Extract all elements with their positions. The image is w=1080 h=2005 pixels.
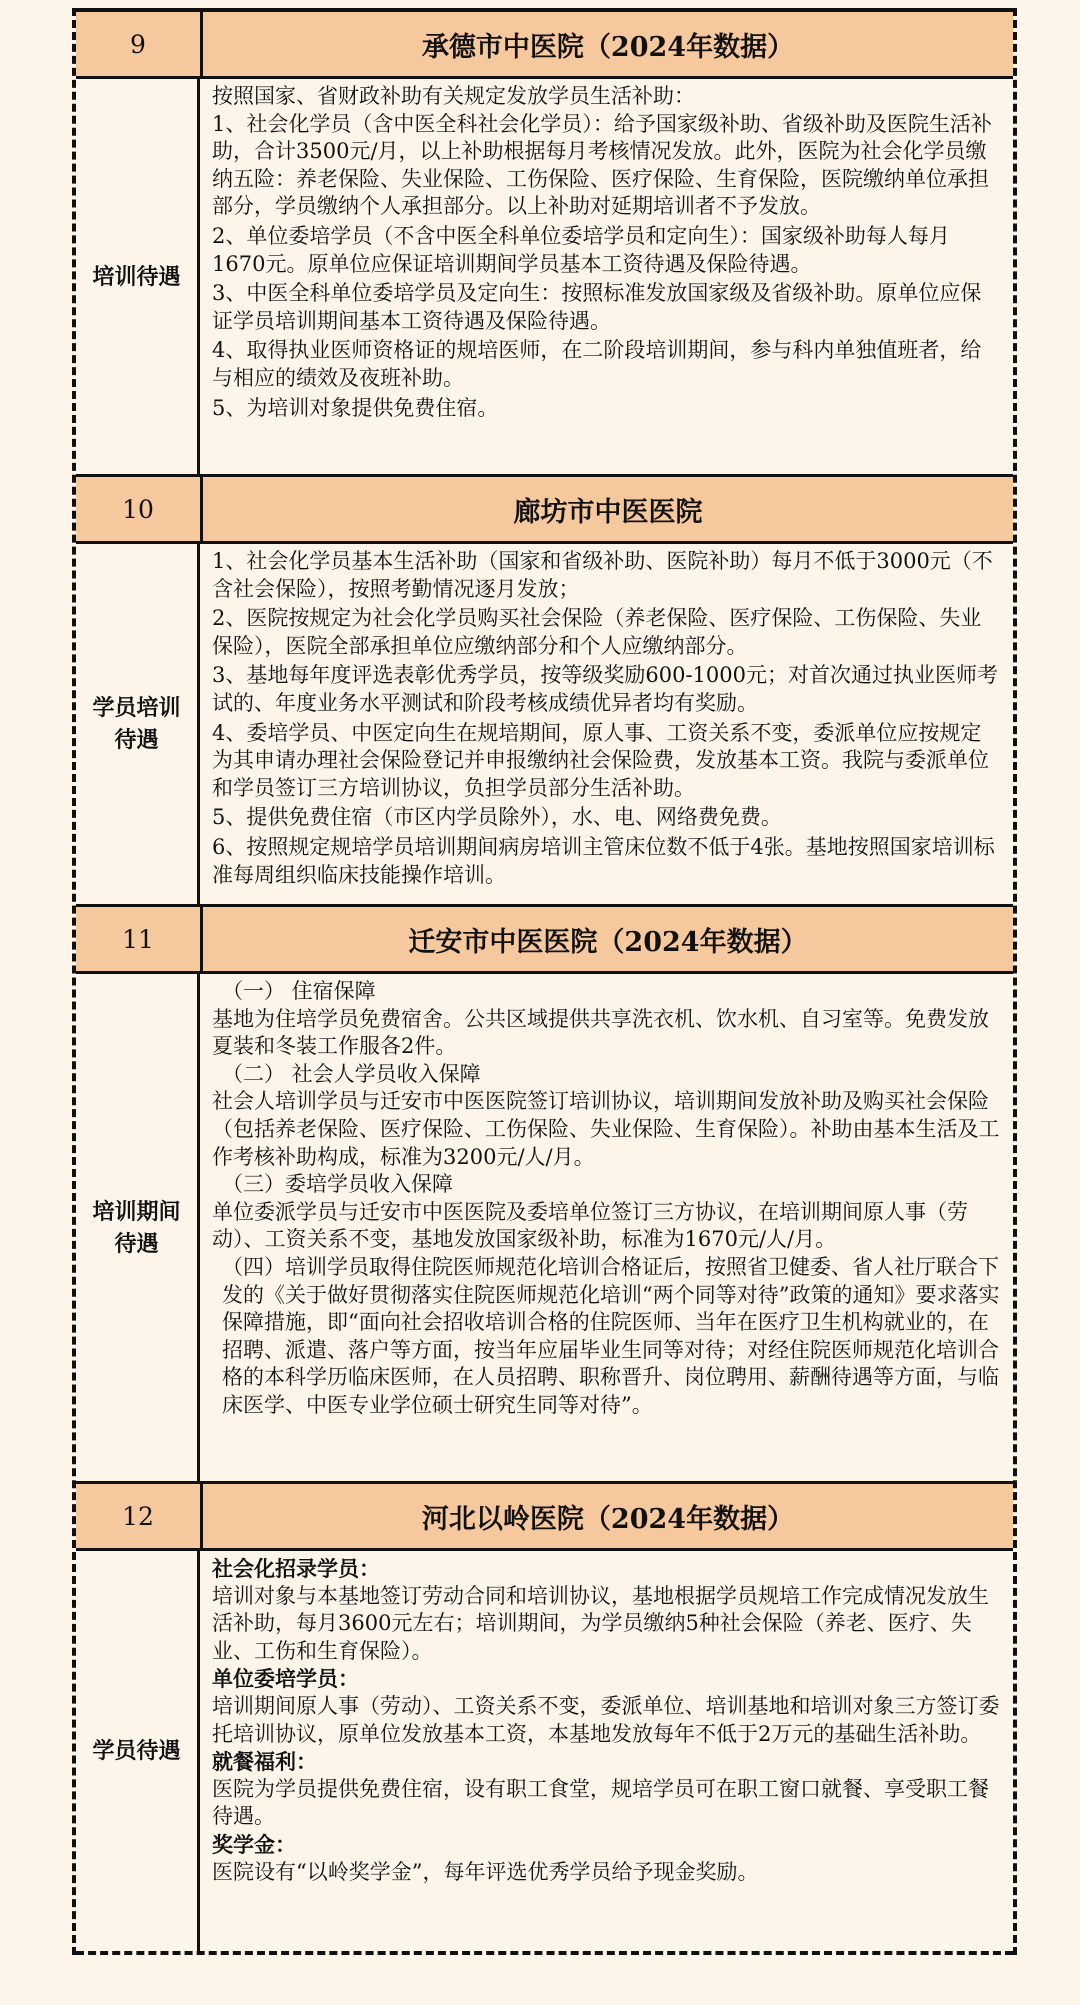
row-label: 学员待遇 [76, 1551, 200, 1951]
content-line: 医院设有“以岭奖学金”，每年评选优秀学员给予现金奖励。 [212, 1859, 759, 1884]
content-line: （一） 住宿保障 [222, 979, 376, 1003]
section-body [76, 544, 1013, 907]
section-content [200, 974, 1013, 1481]
content-line: 基地为住培学员免费宿舍。公共区域提供共享洗衣机、饮水机、自习室等。免费发放夏装和冬装工作服各2件。 [212, 1006, 989, 1059]
content-line: 按照国家、省财政补助有关规定发放学员生活补助： [212, 84, 695, 108]
subheading: 社会化招录学员： [212, 1556, 380, 1581]
section-number: 11 [76, 907, 203, 971]
section-content [200, 79, 1013, 474]
content-line: 6、按照规定规培学员培训期间病房培训主管床位数不低于4张。基地按照国家培训标准每周组织临床技能操作培训。 [212, 834, 995, 887]
subheading: 单位委培学员： [212, 1666, 359, 1692]
section-number: 10 [76, 477, 203, 541]
content-line: （四）培训学员取得住院医师规范化培训合格证后，按照省卫健委、省人社厅联合下发的《关于做好贯彻落实住院医师规范化培训“两个同等对待”政策的通知》要求落实保障措施，即“面向社会招收培训合格的住院医师、当年在医疗卫生机构就业的，在招聘、派遣、落户等方面，按当年应届毕业生同等对待；对经住院医师规范化培训合格的本科学历临床医师，在人员招聘、职称晋升、岗位聘用、薪酬待遇等方面，与临床医学、中医专业学位硕士研究生同等对待”。 [222, 1254, 1000, 1417]
row-label: 学员培训待遇 [76, 544, 200, 904]
section-body [76, 79, 1013, 477]
content-line: 1、社会化学员基本生活补助（国家和省级补助、医院补助）每月不低于3000元（不含社会保险），按照考勤情况逐月发放； [212, 549, 993, 601]
subheading: 就餐福利： [212, 1749, 317, 1775]
section-number: 12 [76, 1484, 203, 1548]
content-line: 5、为培训对象提供免费住宿。 [212, 395, 499, 420]
content-line: 4、委培学员、中医定向生在规培期间，原人事、工资关系不变，委派单位应按规定为其申请办理社会保险登记并申报缴纳社会保险费，发放基本工资。我院与委派单位和学员签订三方培训协议，负担学员部分生活补助。 [212, 720, 989, 800]
section-body [76, 1551, 1013, 1955]
content-line: 2、单位委培学员（不含中医全科单位委培学员和定向生）：国家级补助每人每月1670元。原单位应保证培训期间学员基本工资待遇及保险待遇。 [212, 223, 950, 276]
section-content [200, 544, 1013, 904]
content-line: 4、取得执业医师资格证的规培医师，在二阶段培训期间，参与科内单独值班者，给与相应的绩效及夜班补助。 [212, 338, 982, 390]
row-label: 培训期间待遇 [76, 974, 200, 1481]
content-line: 培训对象与本基地签订劳动合同和培训协议，基地根据学员规培工作完成情况发放生活补助，每月3600元左右；培训期间，为学员缴纳5种社会保险（养老、医疗、失业、工伤和生育保险）。 [212, 1583, 989, 1663]
content-line: 3、基地每年度评选表彰优秀学员，按等级奖励600-1000元；对首次通过执业医师考试的、年度业务水平测试和阶段考核成绩优异者均有奖励。 [212, 663, 998, 715]
section-content [200, 1551, 1013, 1951]
content-line: 5、提供免费住宿（市区内学员除外），水、电、网络费免费。 [212, 805, 782, 830]
content-line: 1、社会化学员（含中医全科社会化学员）：给予国家级补助、省级补助及医院生活补助，合计3500元/月，以上补助根据每月考核情况发放。此外，医院为社会化学员缴纳五险：养老保险、失业保险、工伤保险、医疗保险、生育保险，医院缴纳单位承担部分，学员缴纳个人承担部分。以上补助对延期培训者不予发放。 [212, 111, 992, 219]
content-line: 单位委派学员与迁安市中医医院及委培单位签订三方协议，在培训期间原人事（劳动）、工资关系不变，基地发放国家级补助，标准为1670元/人/月。 [212, 1199, 968, 1252]
section-header [76, 1484, 1013, 1551]
benefits-table [72, 8, 1017, 1955]
hospital-title: 承德市中医院（2024年数据） [421, 31, 795, 63]
hospital-title: 廊坊市中医医院 [513, 496, 703, 528]
row-label: 培训待遇 [76, 79, 200, 474]
content-line: 医院为学员提供免费住宿，设有职工食堂，规培学员可在职工窗口就餐、享受职工餐待遇。 [212, 1776, 989, 1829]
content-line: 3、中医全科单位委培学员及定向生：按照标准发放国家级及省级补助。原单位应保证学员培训期间基本工资待遇及保险待遇。 [212, 281, 982, 333]
subheading: 奖学金： [212, 1831, 296, 1857]
content-line: 培训期间原人事（劳动）、工资关系不变，委派单位、培训基地和培训对象三方签订委托培训协议，原单位发放基本工资，本基地发放每年不低于2万元的基础生活补助。 [212, 1693, 1000, 1746]
section-header [76, 907, 1013, 974]
content-line: （三）委培学员收入保障 [222, 1172, 453, 1197]
section-number: 9 [76, 12, 203, 76]
content-line: 社会人培训学员与迁安市中医医院签订培训协议，培训期间发放补助及购买社会保险（包括养老保险、医疗保险、工伤保险、失业保险、生育保险）。补助由基本生活及工作考核补助构成，标准为3200元/人/月。 [212, 1089, 1000, 1169]
section-header [76, 12, 1013, 79]
content-line: （二） 社会人学员收入保障 [222, 1061, 481, 1086]
hospital-title: 迁安市中医医院（2024年数据） [408, 926, 808, 958]
section-body [76, 974, 1013, 1484]
content-line: 2、医院按规定为社会化学员购买社会保险（养老保险、医疗保险、工伤保险、失业保险），医院全部承担单位应缴纳部分和个人应缴纳部分。 [212, 606, 982, 658]
section-header [76, 477, 1013, 544]
hospital-title: 河北以岭医院（2024年数据） [421, 1503, 795, 1535]
